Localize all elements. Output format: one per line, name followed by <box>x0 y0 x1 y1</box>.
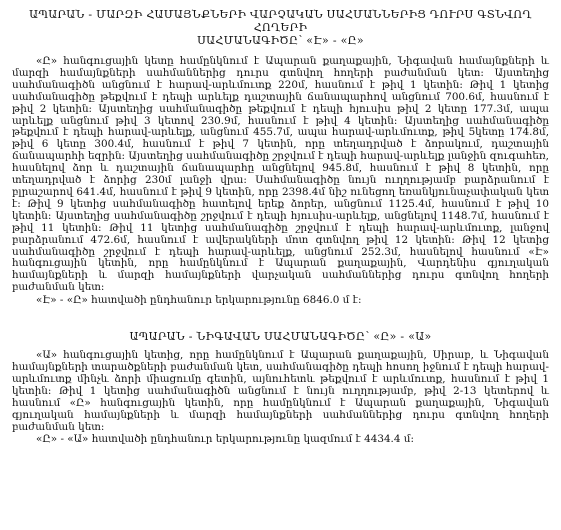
section-1-total: «Է» - «Ը» հատվածի ընդհանուր երկարությունը 6846.0 մ է: <box>36 294 362 307</box>
section-2-total: «Ը» - «Ա» հատվածի ընդհանուր երկարությունը կազմում է 4434.4 մ: <box>36 433 414 446</box>
section-1-heading-line-1: ԱՊԱՐԱՆ - ՄԱՐԶԻ ՀԱՄԱՅՆՔՆԵՐԻ ՎԱՐՉԱԿԱՆ ՍԱՀՄԱՆՆԵՐԻՑ ԴՈՒՐՍ ԳՏՆՎՈՂ ՀՈՂԵՐԻ <box>29 8 532 34</box>
section-1-paragraph: «Ը» հանգուցային կետը համընկնում է Ապարան քաղաքային, Նիգավան համայնքների և մարզի համայնքների սահմաններից դուրս գտնվող հողերի բաժանման կետ: Այստեղից սահմանագիծն անցնում է հարավ-արևմուտք 220մ, հասնում է թիվ 1 կետին: Թիվ 1 կետից սահմանագիծը թեքվում է դեպի արևելք դաշտային ճանապարհով անցնում 700.6մ, հասնում է թիվ 2 կետին: Այստեղից սահմանագիծը թեքվում է դեպի հյուսիս թիվ 2 կետը 177.3մ, ապա արևելք անցնում թիվ 3 կետով 230.9մ, հասնում է թիվ 4 կետին: Այստեղից սահմանագիծը թեքվում է դեպի հարավ-արևելք, անցնում 455.7մ, ապա հարավ-արևմուտք, թիվ 5կետը 174.8մ, թիվ 6 կետը 300.4մ, հասնում է թիվ 7 կետին, որը տեղադրված է ձորակում, դաշտային ճանապարհի եզրին: Այստեղից սահմանագիծը շրջվում է դեպի հարավ-արևելք լանջին զուգահեռ, հասնելով ձոր և դաշտային ճանապարհը անցնելով 945.8մ, հասնում է թիվ 8 կետին, որը տեղադրված է ձորից 230մ լանջի վրա: Սահմանագիծը նույն ուղղությամբ բարձրանում է բլրաշարով 641.4մ, հասնում է թիվ 9 կետին, որը 2398.4մ նիշ ունեցող եռանկյունաչափական կետ է: Թիվ 9 կետից սահմանագիծը հատելով երեք ձորեր, անցնում 1125.4մ, հասնում է թիվ 10 կետին: Այստեղից սահմանագիծը շրջվում է դեպի հյուսիս-արևելք, անցնելով 1148.7մ, հասնում է թիվ 11 կետին: Թիվ 11 կետից սահմանագիծը շրջվում է դեպի հարավ-արևմուտք, լանջով բարձրանում 472.6մ, հասնում է ավերակների մոտ գտնվող թիվ 12 կետին: Թիվ 12 կետից սահմանագիծը շրջվում է դեպի հարավ-արևելք, անցնում 252.3մ, հասնելով հասնում «Է» հանգուցային կետին, որը համընկնում է Ապարան քաղաքային, Վարդենիս գյուղական համայնքների և մարզի համայնքների վարչական սահմաններից դուրս գտնվող հողերի բաժանման կետ: <box>12 55 549 294</box>
section-2-heading: ԱՊԱՐԱՆ - ՆԻԳԱՎԱՆ ՍԱՀՄԱՆԱԳԻԾԸ՝ «Ը» - «Ա» <box>129 330 432 344</box>
section-1-heading-line-2: ՍԱՀՄԱՆԱԳԻԾԸ՝ «Է» - «Ը» <box>197 34 364 47</box>
section-2-paragraph: «Ա» հանգուցային կետից, որը համընկնում է Ապարան քաղաքային, Սիրաբ, և Նիգավան համայնքների տարածքների բաժանման կետ, սահմանագիծը դեպի հոսող իջնում է դեպի հարավ-արևմուտք մինչև ձորի միացումը գետին, այնուհետև թեքվում է արևմուտք, հասնում է թիվ 1 կետին: Թիվ 1 կետից սահմանագիծն անցնում է նույն ուղղությամբ, թիվ 2-13 կետերով և հասնում «Ը» հանգուցային կետին, որը համընկնում է Ապարան քաղաքային, Նիգավան գյուղական համայնքների և մարզի համայնքների սահմաններից դուրս գտնվող հողերի բաժանման կետ: <box>12 349 549 433</box>
spacer <box>12 306 549 330</box>
